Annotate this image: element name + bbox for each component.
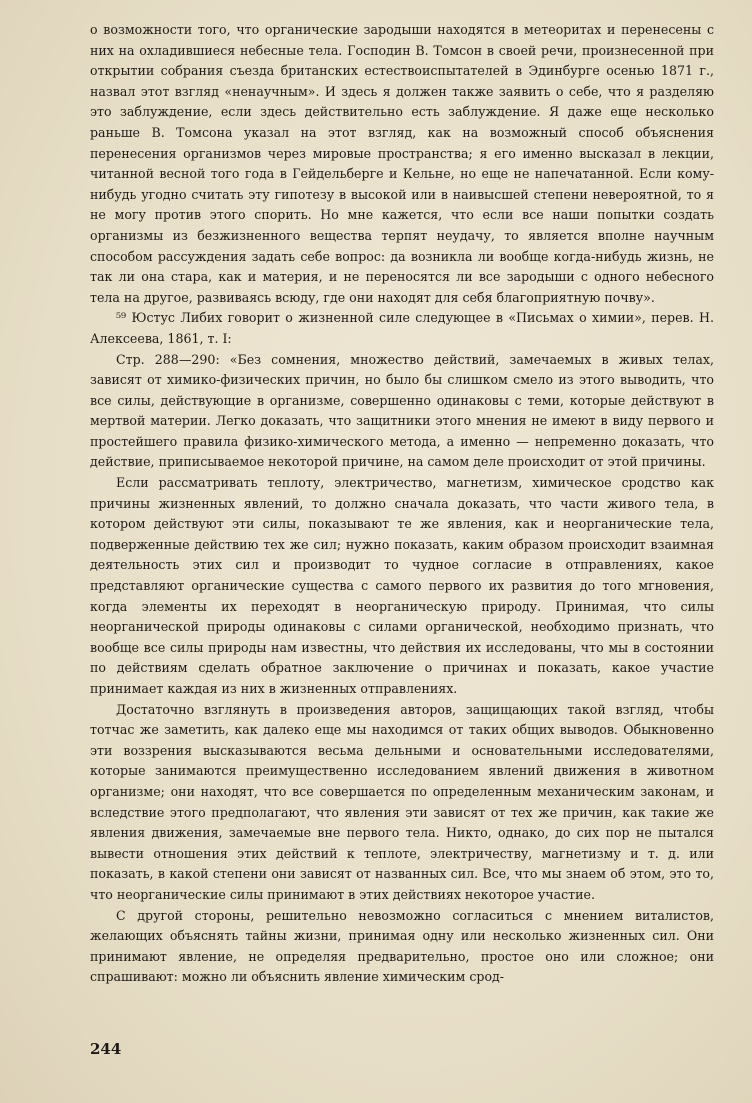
paragraph: Достаточно взглянуть в произведения авторов, защищающих такой взгляд, чтобы тотчас же заметить, как далеко еще мы находимся от таких общих выводов. Обыкновенно эти воззрения высказываются весьма дельными и основательными исследователями, которые занимаются преимущественно исследованием явлений движения в животном организме; они находят, что все совершается по определенным механическим законам, и вследствие этого предполагают, что явления эти зависят от тех же причин, как такие же явления движения, замечаемые вне первого тела. Никто, однако, до сих пор не пытался вывести отношения этих действий к теплоте, электричеству, магнетизму и т. д. или показать, в какой степени они зависят от названных сил. Все, что мы знаем об этом, это то, что неорганические силы принимают в этих действиях некоторое участие.: [90, 701, 714, 902]
paragraph: Стр. 288—290: «Без сомнения, множество действий, замечаемых в живых телах, зависят от химико-физических причин, но было бы слишком смело из этого выводить, что все силы, действующие в организме, совершенно одинаковы с теми, которые действуют в мертвой материи. Легко доказать, что защитники этого мнения не имеют в виду первого и простейшего правила физико-химического метода, а именно — непременно доказать, что действие, приписываемое некоторой причине, на самом деле происходит от этой причины.: [90, 351, 714, 470]
page-body: [90, 20, 714, 988]
footnote-paragraph: ⁵⁹ Юстус Либих говорит о жизненной силе следующее в «Письмах о химии», перев. Н. Алексеева, 1861, т. I:: [90, 310, 714, 346]
paragraph: Если рассматривать теплоту, электричество, магнетизм, химическое сродство как причины жизненных явлений, то должно сначала доказать, что части живого тела, в котором действуют эти силы, показывают те же явления, как и неорганические тела, подверженные действию тех же сил; нужно показать, каким образом происходит взаимная деятельность этих сил и производит то чудное согласие в отправлениях, какое представляют органические существа с самого первого их развития до того мгновения, когда элементы их переходят в неорганическую природу. Принимая, что силы неорганической природы одинаковы с силами органической, необходимо признать, что вообще все силы природы нам известны, что действия их исследованы, что мы в состоянии по действиям сделать обратное заключение о причинах и показать, какое участие принимает каждая из них в жизненных отправлениях.: [90, 475, 714, 696]
page-number: 244: [90, 1040, 122, 1058]
paragraph: С другой стороны, решительно невозможно согласиться с мнением виталистов, желающих объяснять тайны жизни, принимая одну или несколько жизненных сил. Они принимают явление, не определяя предварительно, простое оно или сложное; они спрашивают: можно ли объяснить явление химическим срод-: [90, 907, 714, 985]
paragraph: о возможности того, что органические зародыши находятся в метеоритах и перенесены с них на охладившиеся небесные тела. Господин В. Томсон в своей речи, произнесенной при открытии собрания съезда британских естествоиспытателей в Эдинбурге осенью 1871 г., назвал этот взгляд «ненаучным». И здесь я должен также заявить о себе, что я разделяю это заблуждение, если здесь действительно есть заблуждение. Я даже еще несколько раньше В. Томсона указал на этот взгляд, как на возможный способ объяснения перенесения организмов через мировые пространства; я его именно высказал в лекции, читанной весной того года в Гейдельберге и Кельне, но еще не напечатанной. Если кому-нибудь угодно считать эту гипотезу в высокой или в наивысшей степени невероятной, то я не могу против этого спорить. Но мне кажется, что если все наши попытки создать организмы из безжизненного вещества терпят неудачу, то является вполне научным способом рассуждения задать себе вопрос: да возникла ли вообще когда-нибудь жизнь, не так ли она стара, как и материя, и не переносятся ли все зародыши с одного небесного тела на другое, развиваясь всюду, где они находят для себя благоприятную почву».: [90, 22, 714, 305]
